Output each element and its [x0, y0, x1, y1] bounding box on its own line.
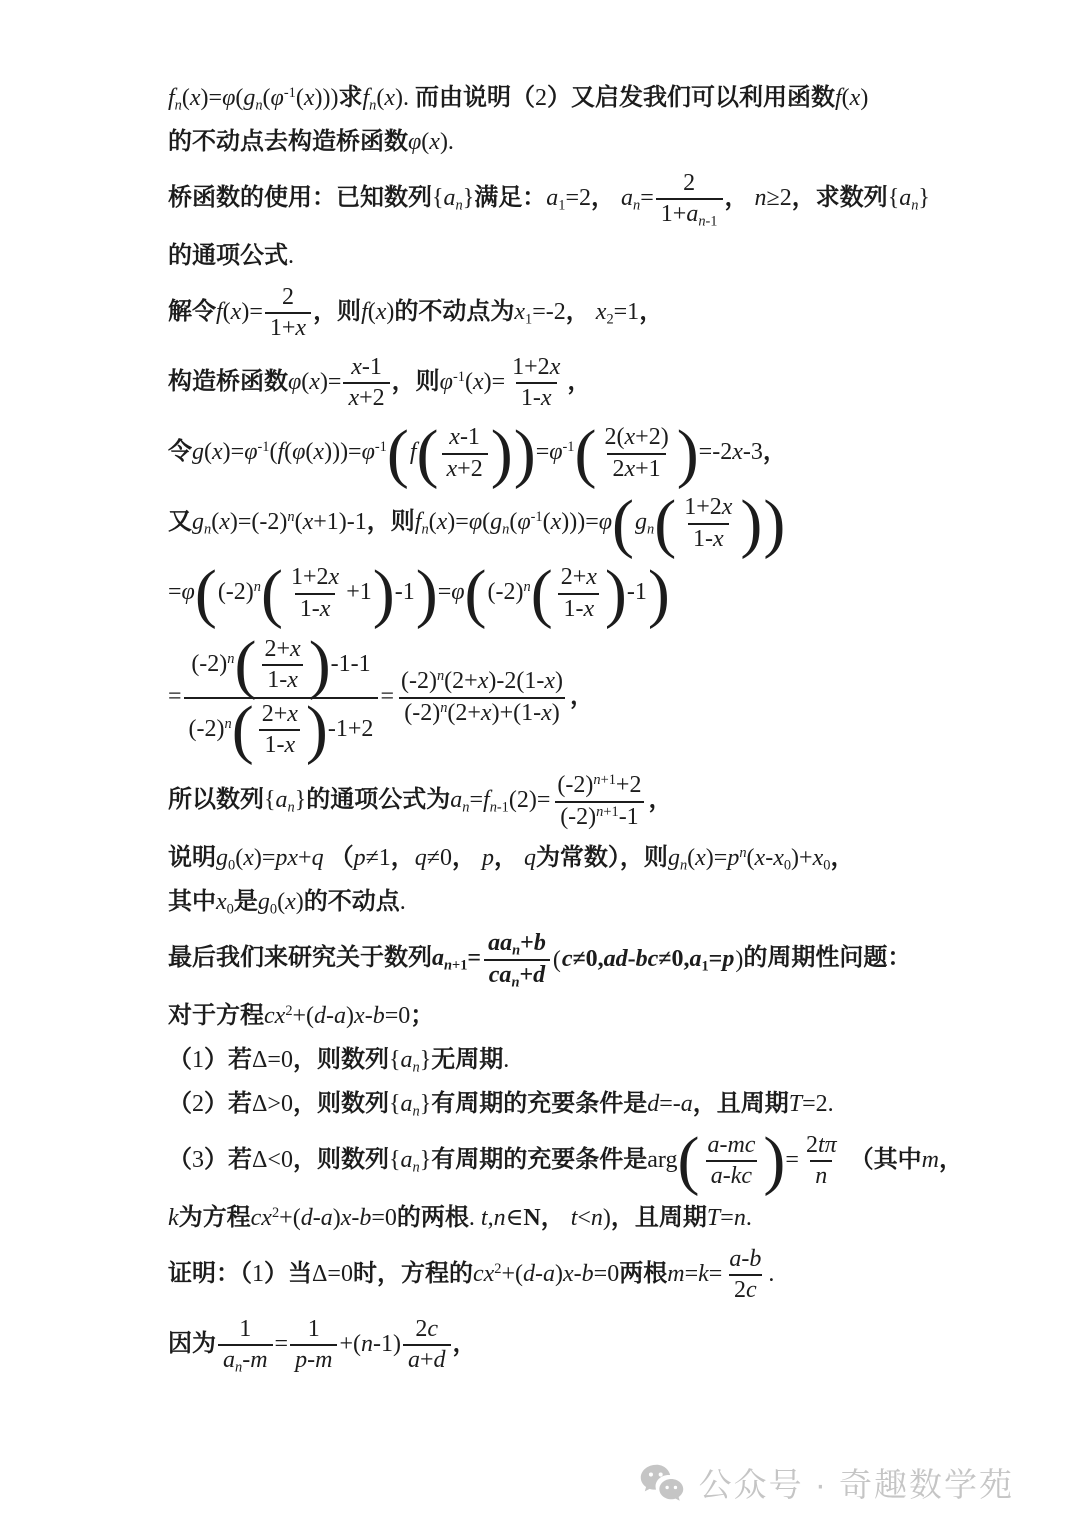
watermark-text: 公众号 · 奇趣数学苑 [698, 1466, 1014, 1503]
math-line: 桥函数的使用：已知数列$\{a_n\}$满足：$a_1=2$， $a_n=$ $\frac{2}{1+a_{n-1}}$ ， n≥2，求数列$\{a_n\}$ [168, 169, 930, 230]
watermark [639, 1459, 1014, 1506]
math-line: 所以数列$\{a_n\}$的通项公式为$a_n=f_{n-1}(2)=$ $\frac{(-2)^{n+1}+2}{(-2)^{n+1}-1}$ ， [168, 771, 940, 832]
math-line: 解令f(x)= $\frac{2}{1+x}$ ，则f(x)的不动点为$x_1=-2$， $x_2=1$， [168, 283, 940, 344]
math-line: （1）若Δ=0，则数列$\{a_n\}$无周期. [168, 1046, 510, 1076]
math-line: 构造桥函数φ(x)= $\frac{x-1}{x+2}$ ，则$\varphi^{-1}(x)=$ $\frac{1+2x}{1-x}$ ， [168, 353, 940, 414]
math-line: 说明$g_0(x)=px+q$ （p≠1，q≠0， p， q为常数），则$g_n(x)=p^n(x-x_0)+x_0$， [168, 844, 855, 874]
math-line: $f_n(x)=\varphi(g_n(\varphi^{-1}(x)))$求$f_n(x)$. 而由说明（2）又启发我们可以利用函数f(x) [168, 84, 869, 114]
math-line: 因为 $\frac{1}{a_n-m}$ = $\frac{1}{p-m}$ +(n-1) $\frac{2c}{a+d}$ ， [168, 1315, 477, 1376]
math-line: =φ ( $(-2)^n$ ( $\frac{1+2x}{1-x}$ +1 ) -1 ) =φ ( $(-2)^n$ ( $\frac{2+x}{1-x}$ ) -1 ) [168, 557, 670, 631]
math-line: 令$g(x)=\varphi^{-1}(f(\varphi(x)))=\varphi^{-1}$ ( f ( $\frac{x-1}{x+2}$ ) ) $=\varphi^{-1}$ ( $\frac{2(x+2)}{2x+1}$ ) =-2x-3， [168, 416, 787, 490]
math-line: 的通项公式. [168, 241, 294, 269]
math-line: = $(-2)^n$ ( $\frac{2+x}{1-x}$ ) -1-1 $(-2)^n$ ( $\frac{2+x}{1-x}$ ) -1+2 = $\frac{(-2)^n(2+x)-2(1-x)}{(-2)^n(2+x)+(1-x)}$ ， [168, 628, 594, 767]
math-line: 其中$x_0$是$g_0(x)$的不动点. [168, 888, 406, 918]
math-line: 对于方程$cx^2+(d-a)x-b=0$； [168, 1002, 435, 1030]
math-line: （2）若Δ>0，则数列$\{a_n\}$有周期的充要条件是d=-a，且周期T=2. [168, 1089, 834, 1120]
math-line: 最后我们来研究关于数列$a_{n+1}=$ $aa_n+b$ $ca_n+d$ ( $c\ne 0,ad-bc\ne 0,a_1=p$ ) 的周期性问题： [168, 929, 912, 990]
wechat-icon [639, 1463, 685, 1502]
math-line: k为方程$cx^2+(d-a)x-b=0$的两根. t,n∈N， t<n)，且周期T=n. [168, 1203, 752, 1231]
math-line: 的不动点去构造桥函数φ(x). [168, 127, 454, 155]
math-line: 证明：（1）当Δ=0时，方程的$cx^2+(d-a)x-b=0$两根m=k= $\frac{a-b}{2c}$ . [168, 1245, 940, 1306]
math-line: 又$g_n(x)=(-2)^n(x+1)-1$，则$f_n(x)=\varphi(g_n(\varphi^{-1}(x)))=\varphi$ ( $g_n$ ( $\frac{1+2x}{1-x}$ ) ) [168, 486, 786, 560]
math-line: （3）若Δ<0，则数列$\{a_n\}$有周期的充要条件是arg ( $\frac{a-mc}{a-kc}$ ) = $\frac{2t\pi}{n}$ （其中m， [168, 1124, 963, 1198]
